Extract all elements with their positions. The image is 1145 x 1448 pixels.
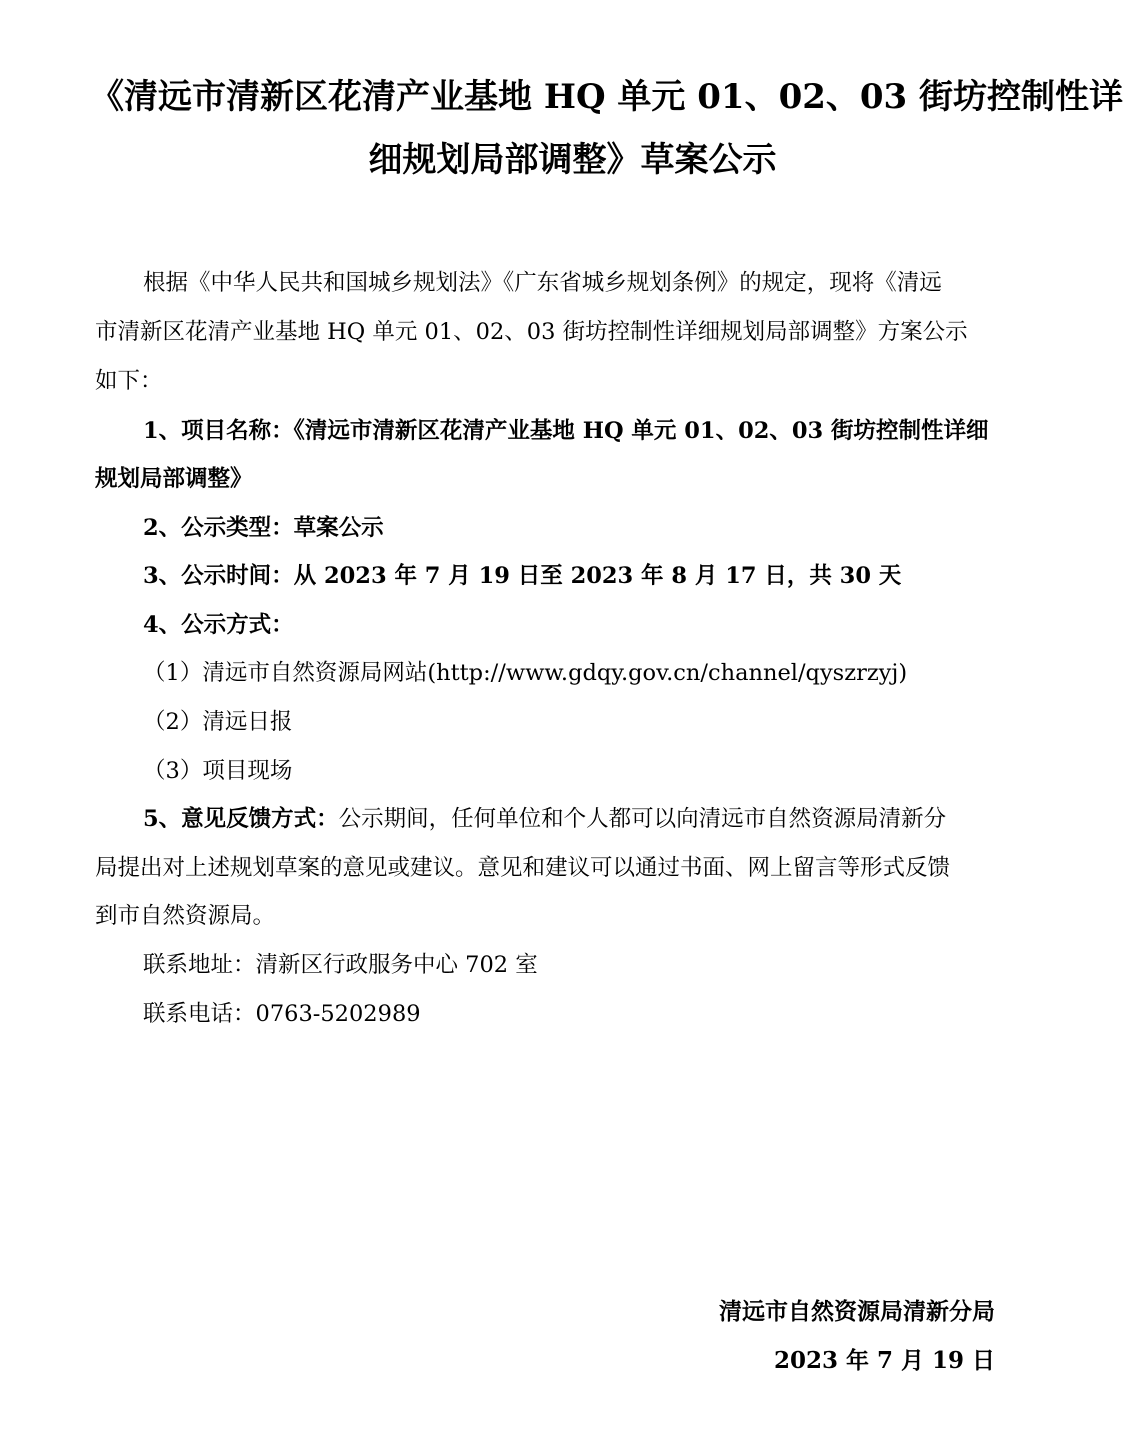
item5-line-3: 到市自然资源局。 <box>95 903 276 929</box>
item1-line-1: 1、项目名称：《清远市清新区花清产业基地 HQ 单元 01、02、03 街坊控制性详细 <box>143 418 989 444</box>
intro-line-1: 根据《中华人民共和国城乡规划法》《广东省城乡规划条例》的规定，现将《清远 <box>143 270 942 296</box>
item1-line-2: 规划局部调整》 <box>95 466 253 492</box>
contact-phone: 联系电话：0763-5202989 <box>143 1001 421 1027</box>
contact-address: 联系地址：清新区行政服务中心 702 室 <box>143 952 538 978</box>
document-title-line-2: 细规划局部调整》草案公示 <box>368 140 777 180</box>
item2-publicity-type: 2、公示类型：草案公示 <box>143 515 384 541</box>
signature-organization: 清远市自然资源局清新分局 <box>719 1298 995 1325</box>
item4-heading: 4、公示方式： <box>143 612 294 638</box>
item5-line-2: 局提出对上述规划草案的意见或建议。意见和建议可以通过书面、网上留言等形式反馈 <box>95 855 951 881</box>
item5-label: 5、意见反馈方式： <box>143 806 339 832</box>
item3-publicity-time: 3、公示时间：从 2023 年 7 月 19 日至 2023 年 8 月 17 日，共 30 天 <box>143 563 902 589</box>
intro-line-3: 如下： <box>95 368 163 394</box>
item5-line-1-text: 公示期间，任何单位和个人都可以向清远市自然资源局清新分 <box>338 806 947 832</box>
item5-line-1 <box>143 808 946 831</box>
signature-date: 2023 年 7 月 19 日 <box>773 1347 995 1374</box>
method-item-website: （1）清远市自然资源局网站(http://www.gdqy.gov.cn/channel/qyszrzyj) <box>143 660 908 686</box>
method-item-site: （3）项目现场 <box>143 758 293 784</box>
method-item-newspaper: （2）清远日报 <box>143 709 293 735</box>
document-title-line-1: 《清远市清新区花清产业基地 HQ 单元 01、02、03 街坊控制性详 <box>90 77 1124 117</box>
intro-line-2: 市清新区花清产业基地 HQ 单元 01、02、03 街坊控制性详细规划局部调整》方案公示 <box>95 319 968 345</box>
